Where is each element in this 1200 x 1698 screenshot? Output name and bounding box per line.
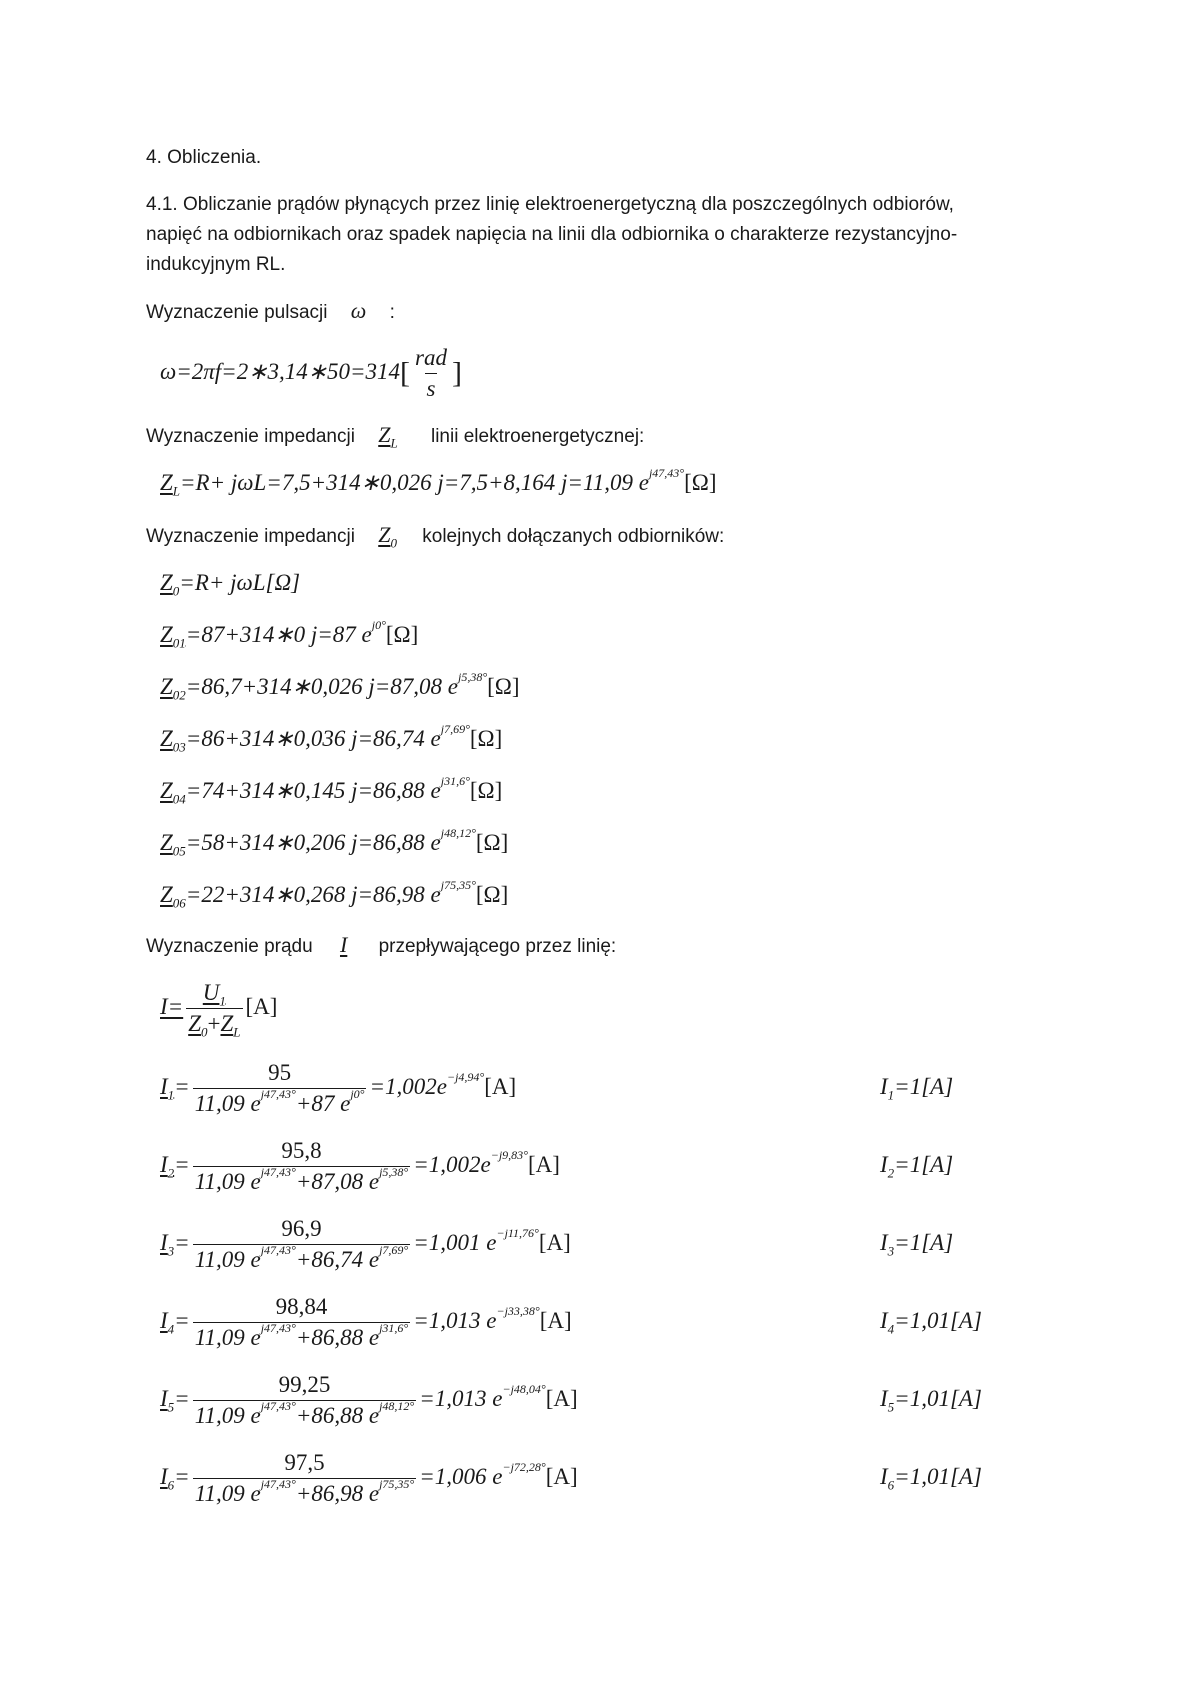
current-equation: $I_2=$ $\frac{95,8}{11,09 e^{j47,43^\circ}+87,08 e^{j5,38^\circ}}$ $=1,002e^{-j9,83^\circ}[A]$ [160, 1136, 560, 1197]
omega-equation: ω=2πf=2∗3,14∗50=314[ $\frac{\text{rad}}{s}$ ] [160, 343, 462, 404]
subsection-heading: 4.1. Obliczanie prądów płynących przez linię elektroenergetyczną dla poszczególnych odbiorów, [146, 194, 954, 215]
subsection-heading-line2: napięć na odbiornikach oraz spadek napięcia na linii dla odbiornika o charakterze rezystancyjno- [146, 224, 958, 245]
load-impedance-label: Wyznaczenie impedancji $Z_0$ kolejnych dołączanych odbiorników: [146, 522, 725, 551]
current-magnitude: $I_1=1[A]$ [880, 1074, 954, 1103]
current-magnitude: $I_6=1,01[A]$ [880, 1464, 982, 1493]
current-equation: $I_4=$ $\frac{98,84}{11,09 e^{j47,43^\circ}+86,88 e^{j31,6^\circ}}$ =1,013 $e^{-j33,38^\circ}[A]$ [160, 1292, 572, 1353]
current-equation: $I_5=$ $\frac{99,25}{11,09 e^{j47,43^\circ}+86,88 e^{j48,12^\circ}}$ =1,013 $e^{-j48,04^\circ}[A]$ [160, 1370, 578, 1431]
pulsation-label: Wyznaczenie pulsacji ω : [146, 298, 395, 323]
current-fraction: $\frac{U_1}{Z_0+Z_L}$ [188, 980, 241, 1040]
current-magnitude: $I_3=1[A]$ [880, 1230, 954, 1259]
z-equation: $Z_{06}=22+314∗0,268$ j=86,98 $e^{j75,35^\circ}[\Omega]$ [160, 878, 509, 911]
line-impedance-label: Wyznaczenie impedancji $Z_L$ linii elektroenergetycznej: [146, 422, 645, 451]
current-label: Wyznaczenie prądu I przepływającego przez linię: [146, 932, 617, 957]
z-equation: $Z_{01}=87+314∗0$ j=87 $e^{j0^\circ}[\Omega]$ [160, 618, 419, 651]
current-formula: I= $\frac{U_1}{Z_0+Z_L}$ [A] [160, 980, 278, 1040]
current-magnitude: $I_4=1,01[A]$ [880, 1308, 982, 1337]
omega-unit-fraction: $\frac{\text{rad}}{s}$ [413, 343, 449, 404]
zl-equation: $Z_L=R+$ jωL=7,5+314∗0,026 j=7,5+8,164 j=11,09 $e^{j47,43^\circ}[\Omega]$ [160, 466, 717, 499]
z0-symbol: $Z_0$ [378, 522, 397, 551]
z-equation: $Z_{03}=86+314∗0,036$ j=86,74 $e^{j7,69^\circ}[\Omega]$ [160, 722, 503, 755]
z-equation: $Z_{04}=74+314∗0,145$ j=86,88 $e^{j31,6^\circ}[\Omega]$ [160, 774, 503, 807]
current-magnitude: $I_2=1[A]$ [880, 1152, 954, 1181]
omega-symbol: ω [350, 298, 367, 323]
current-equation: $I_1=$ $\frac{95}{11,09 e^{j47,43^\circ}+87 e^{j0^\circ}}$ $=1,002e^{-j4,94^\circ}[A]$ [160, 1058, 516, 1119]
zl-symbol: $Z_L$ [378, 422, 398, 451]
z-equation: $Z_{02}=86,7+314∗0,026$ j=87,08 $e^{j5,38^\circ}[\Omega]$ [160, 670, 520, 703]
i-symbol: I [339, 932, 348, 957]
z-equation: $Z_{05}=58+314∗0,206$ j=86,88 $e^{j48,12^\circ}[\Omega]$ [160, 826, 509, 859]
section-heading: 4. Obliczenia. [146, 147, 262, 168]
current-equation: $I_3=$ $\frac{96,9}{11,09 e^{j47,43^\circ}+86,74 e^{j7,69^\circ}}$ =1,001 $e^{-j11,76^\circ}[A]$ [160, 1214, 571, 1275]
current-magnitude: $I_5=1,01[A]$ [880, 1386, 982, 1415]
z0-equation: $Z_0=R+ j\omega L[\Omega]$ [160, 570, 301, 599]
subsection-heading-line3: indukcyjnym RL. [146, 254, 286, 275]
current-equation: $I_6=$ $\frac{97,5}{11,09 e^{j47,43^\circ}+86,98 e^{j75,35^\circ}}$ =1,006 $e^{-j72,28^\circ}[A]$ [160, 1448, 578, 1509]
